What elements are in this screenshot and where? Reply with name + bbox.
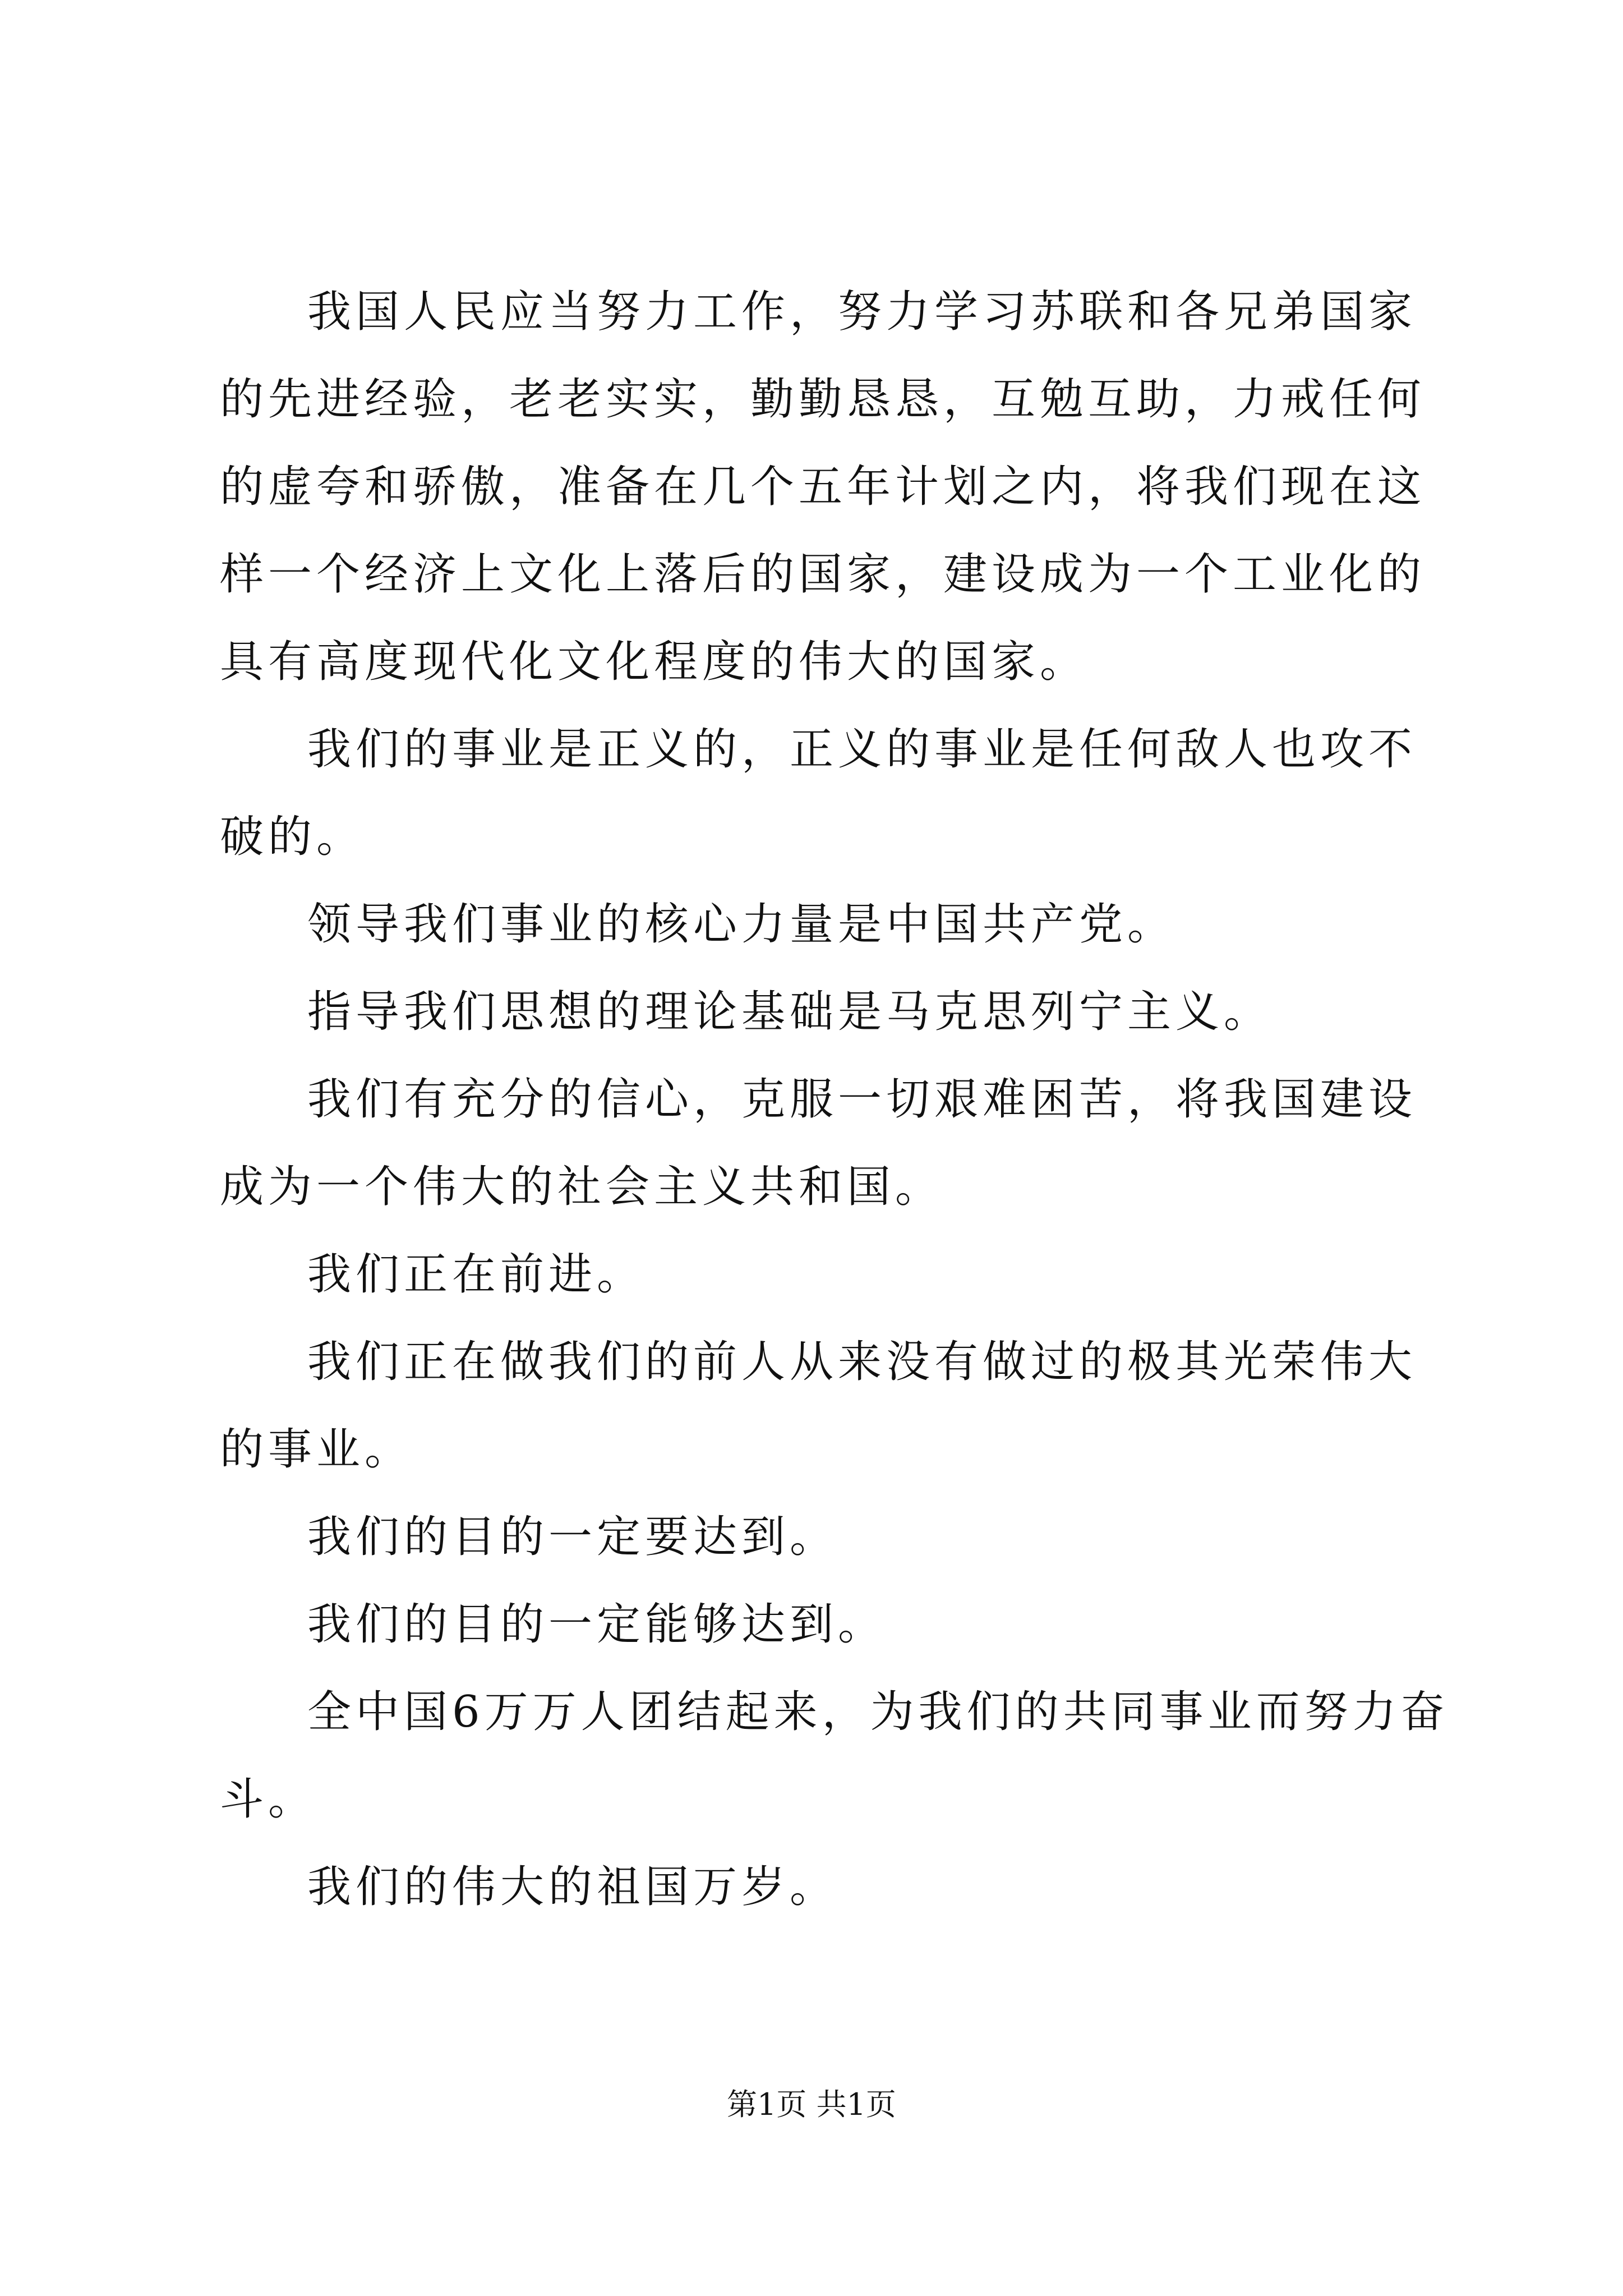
paragraph-6: 我们正在前进。: [307, 1249, 645, 1300]
paragraph-7: 我们正在做我们的前人从来没有做过的极其光荣伟大的事业。: [220, 1337, 1417, 1475]
paragraph-3: 领导我们事业的核心力量是中国共产党。: [307, 899, 1176, 950]
paragraph-9: 我们的目的一定能够达到。: [307, 1599, 887, 1650]
paragraph-11: 我们的伟大的祖国万岁。: [307, 1862, 838, 1912]
paragraph-4: 指导我们思想的理论基础是马克思列宁主义。: [307, 987, 1272, 1037]
paragraph-5: 我们有充分的信心，克服一切艰难困苦，将我国建设成为一个伟大的社会主义共和国。: [220, 1074, 1417, 1212]
document-body: [220, 268, 1454, 1931]
paragraph-10: 全中国6万万人团结起来，为我们的共同事业而努力奋斗。: [220, 1687, 1449, 1825]
paragraph-8: 我们的目的一定要达到。: [307, 1512, 838, 1562]
paragraph-2: 我们的事业是正义的，正义的事业是任何敌人也攻不破的。: [220, 724, 1417, 862]
paragraph-1: 我国人民应当努力工作，努力学习苏联和各兄弟国家的先进经验，老老实实，勤勤恳恳，互勉互助，力戒任何的虚夸和骄傲，准备在几个五年计划之内，将我们现在这样一个经济上文化上落后的国家，建设成为一个工业化的具有高度现代化文化程度的伟大的国家。: [220, 287, 1426, 687]
page-number-footer: 第1页 共1页: [727, 2087, 896, 2122]
